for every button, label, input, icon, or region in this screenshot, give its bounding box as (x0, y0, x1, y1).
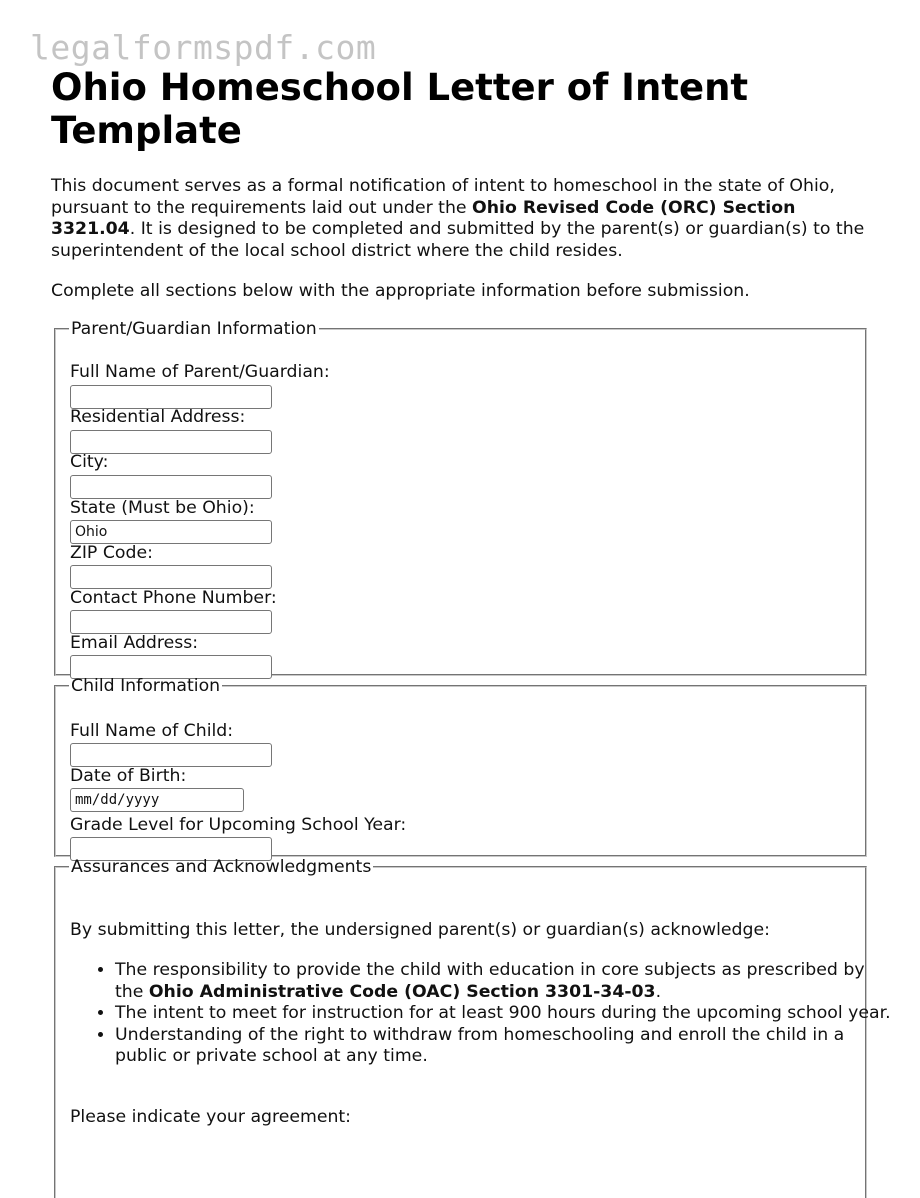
assurances-list (70, 960, 895, 1068)
assurance-text-end: . (655, 981, 662, 1002)
page-title: Ohio Homeschool Letter of Intent Template (51, 66, 749, 152)
list-item (115, 960, 895, 1003)
address-label: Residential Address: (70, 407, 246, 427)
parent-name-label: Full Name of Parent/Guardian: (70, 362, 330, 382)
intro-text-end: . It is designed to be completed and submitted by the parent(s) or guardian(s) to the superintendent of the local school district where the child resides. (51, 219, 865, 261)
child-name-input[interactable] (70, 743, 272, 767)
oac-reference: Ohio Administrative Code (OAC) Section 3301-34-03 (148, 981, 656, 1002)
instructions-paragraph: Complete all sections below with the appropriate information before submission. (51, 281, 750, 301)
agreement-prompt: Please indicate your agreement: (70, 1107, 352, 1127)
city-label: City: (70, 452, 109, 472)
state-label: State (Must be Ohio): (70, 498, 255, 518)
dob-label: Date of Birth: (70, 766, 187, 786)
list-item (115, 1003, 895, 1025)
parent-name-input[interactable] (70, 385, 272, 409)
child-info-legend: Child Information (71, 676, 221, 696)
watermark: legalformspdf.com (30, 28, 377, 67)
dob-input[interactable] (70, 788, 244, 812)
address-input[interactable] (70, 430, 272, 454)
child-name-label: Full Name of Child: (70, 721, 234, 741)
orc-reference: Ohio Revised Code (ORC) Section 3321.04 (51, 197, 796, 239)
child-info-section (54, 677, 867, 857)
phone-label: Contact Phone Number: (70, 588, 277, 608)
grade-level-label: Grade Level for Upcoming School Year: (70, 815, 407, 835)
parent-guardian-section (54, 320, 867, 676)
assurances-legend: Assurances and Acknowledgments (71, 857, 372, 877)
city-input[interactable] (70, 475, 272, 499)
assurances-intro: By submitting this letter, the undersigned parent(s) or guardian(s) acknowledge: (70, 920, 770, 940)
zip-label: ZIP Code: (70, 543, 153, 563)
zip-input[interactable] (70, 565, 272, 589)
parent-guardian-legend: Parent/Guardian Information (71, 319, 317, 339)
intro-text: This document serves as a formal notification of intent to homeschool in the state of Ohio, pursuant to the requirements laid out under the (51, 176, 835, 218)
assurance-text: Understanding of the right to withdraw from homeschooling and enroll the child in a public or private school at any time. (115, 1024, 845, 1066)
intro-paragraph (51, 176, 881, 262)
state-input[interactable] (70, 520, 272, 544)
assurances-section (54, 857, 891, 1198)
phone-input[interactable] (70, 610, 272, 634)
email-label: Email Address: (70, 633, 199, 653)
assurance-text: The intent to meet for instruction for at least 900 hours during the upcoming school year. (115, 1003, 891, 1023)
assurance-text: The responsibility to provide the child with education in core subjects as prescribed by the (115, 960, 865, 1002)
list-item (115, 1025, 895, 1068)
